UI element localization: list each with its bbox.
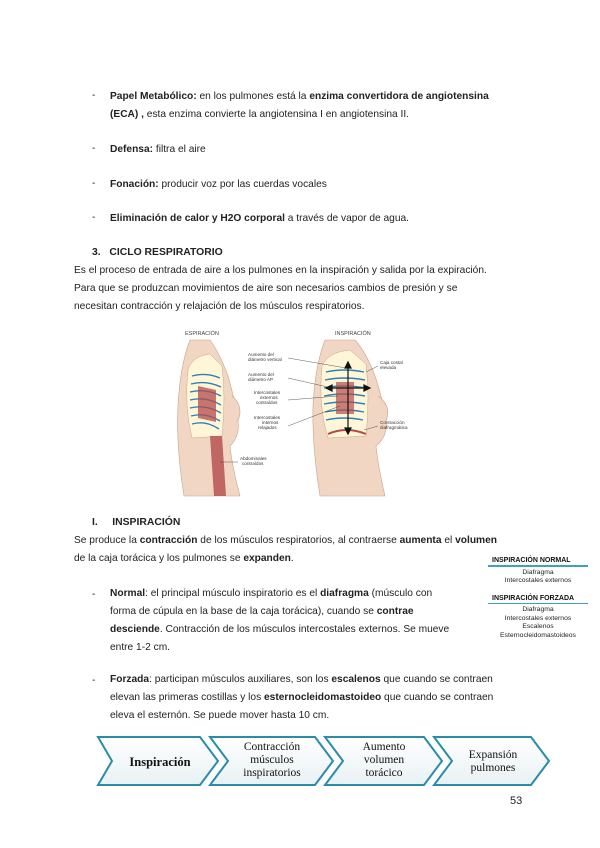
label-inspiracion: INSPIRACIÓN [335,331,371,337]
annotation-text: relajados [258,425,277,430]
annotation-text: internos [262,420,279,425]
annotation-text: Intercostales [254,415,281,420]
paragraph-line: necesitan contracción y relajación de los músculos respiratorios. [74,301,365,312]
annotation-text: Aumento del [248,352,274,357]
bullet-line: desciende. Contracción de los músculos intercostales externos. Se mueve [110,624,450,635]
flow-step-label: pulmones [470,762,516,774]
bullet-dash: - [92,212,96,223]
annotation-text: Intercostales [254,390,281,395]
bullet-dash: - [92,675,96,686]
paragraph-line: de la caja torácica y los pulmones se expanden. [74,553,294,564]
bold-term: (ECA) , [110,109,144,120]
page-number: 53 [510,795,523,807]
annotation-text: diafragmática [380,425,408,430]
flow-step-4 [434,737,549,785]
bold-term: Eliminación de calor y H2O corporal [110,213,285,224]
bold-term: Papel Metabólico: [110,91,197,102]
divider [488,603,588,605]
paragraph-line: Para que se produzcan movimientos de aire son necesarios cambios de presión y se [74,283,458,294]
bullet-line: forma de cúpula en la base de la caja torácica), cuando se contrae [110,606,414,617]
side-box-item: Intercostales externos [504,614,572,622]
section-3-paragraph [74,262,554,316]
annotation-text: diámetro AP [248,377,274,382]
flow-step-label: torácico [365,767,403,779]
label-espiracion: ESPIRACIÓN [185,331,219,337]
bullet-line: Normal: el principal músculo inspiratorio es el diafragma (músculo con [110,588,433,599]
bullet-dash: - [92,589,96,600]
inspiration-flow-diagram [96,734,551,788]
section-i-heading [92,517,180,528]
flow-step-label: Contracción [243,741,301,753]
text: producir voz por las cuerdas vocales [158,179,327,190]
text: filtra el aire [153,144,206,155]
paragraph-line: Es el proceso de entrada de aire a los pulmones en la inspiración y salida por la expiración. [74,265,487,276]
annotation-text: Abdominales [240,456,267,461]
bullet-line: eleva el esternón. Se puede mover hasta 10 cm. [110,710,330,721]
bold-term: Defensa: [110,144,154,155]
respiration-figure [170,326,420,498]
side-box-item: Esternocleidomastoideos [500,631,576,639]
bullet-text [110,88,540,124]
bullet-dash: - [92,90,96,101]
flow-step-label: volumen [363,754,405,766]
side-box-title-normal: INSPIRACIÓN NORMAL [492,557,571,564]
inspiration-muscles-box [488,557,588,641]
section-number: 3. [92,247,101,258]
respiration-illustration [170,326,420,498]
bullet-forzada [110,671,550,725]
bullet-dash: - [92,143,96,154]
bold-term: Fonación: [110,179,159,190]
section-3-heading [92,247,223,258]
side-box-item: Diafragma [522,606,554,614]
annotation-text: elevada [380,365,397,370]
bullet-line: entre 1-2 cm. [110,642,171,653]
flow-step-label: Aumento [362,741,406,753]
section-number: I. [92,517,98,528]
bullet-text [110,210,409,228]
annotation-text: Contracción [380,420,405,425]
bullet-line: Forzada: participan músculos auxiliares, son los escalenos que cuando se contraen [110,674,493,685]
bullet-line: elevan las primeras costillas y los esternocleidomastoideo que cuando se contraen [110,692,494,703]
side-box-title-forzada: INSPIRACIÓN FORZADA [492,594,575,602]
section-i-paragraph [74,532,554,568]
section-title: INSPIRACIÓN [112,517,181,528]
text: en los pulmones está la [196,91,310,102]
text: a través de vapor de agua. [284,213,409,224]
flow-step-label: Expansión [468,749,518,761]
annotation-text: externos [260,395,278,400]
annotation-text: diámetro vertical [248,357,282,362]
annotation-text: Caja costal [380,360,403,365]
text: esta enzima convierte la angiotensina I en angiotensina II. [143,109,410,120]
paragraph-line: Se produce la contracción de los músculos respiratorios, al contraerse aumenta el volumen [74,535,497,546]
side-box-item: Diafragma [522,568,554,576]
divider [488,565,588,567]
flow-svg [96,734,551,788]
bullet-text [110,141,206,159]
flow-step-label: músculos [250,754,294,766]
side-box-item: Intercostales externos [504,577,572,585]
flow-step-label: inspiratorios [243,767,301,779]
bold-term: enzima convertidora de angiotensina [309,91,489,102]
bullet-dash: - [92,178,96,189]
annotation-text: Aumento del [248,372,274,377]
section-title: CICLO RESPIRATORIO [109,247,223,258]
bullet-normal [110,585,485,657]
flow-step-label: Inspiración [129,755,191,769]
bullet-text [110,176,327,194]
annotation-text: contraídos [256,400,278,405]
side-box-item: Escalenos [522,623,554,631]
annotation-text: contraídos [242,461,264,466]
